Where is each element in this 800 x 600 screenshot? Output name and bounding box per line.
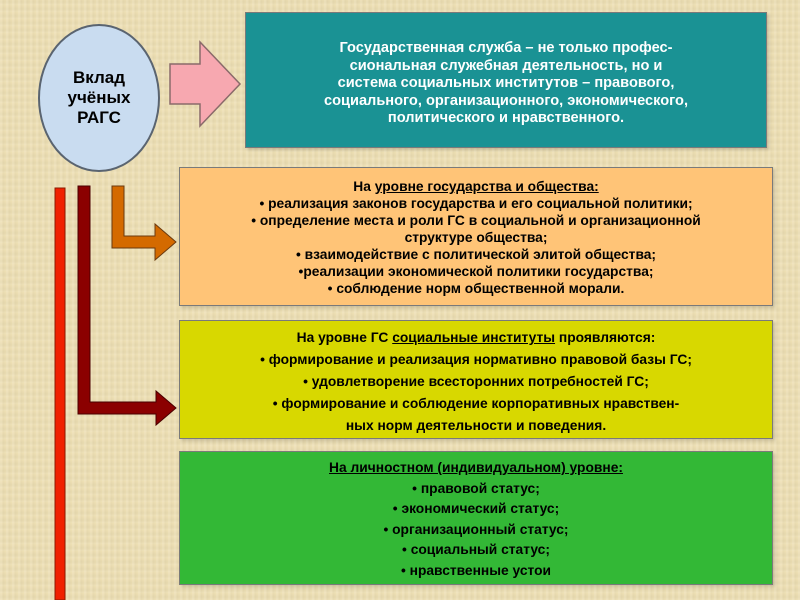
oval-line: учёных bbox=[67, 88, 131, 107]
list-item: • правовой статус; bbox=[412, 480, 540, 496]
list-item: • нравственные устои bbox=[400, 562, 552, 578]
list-item: ных норм деятельности и поведения. bbox=[345, 418, 607, 433]
personal-level-box bbox=[179, 451, 773, 585]
arrow-to-state-box bbox=[112, 186, 176, 260]
arrow-to-main-box bbox=[170, 42, 240, 126]
list-item: • удовлетворение всесторонних потребностей ГС; bbox=[303, 374, 649, 389]
red-bar bbox=[55, 188, 65, 600]
arrow-to-institutions-box bbox=[78, 186, 176, 425]
personal-level-heading: На личностном (индивидуальном) уровне: bbox=[329, 460, 623, 475]
list-item: •реализации экономической политики государства; bbox=[298, 264, 654, 279]
list-item: • реализация законов государства и его социальной политики; bbox=[259, 196, 693, 211]
list-item: • взаимодействие с политической элитой общества; bbox=[295, 247, 657, 262]
civil-service-definition-box bbox=[245, 12, 767, 148]
institutions-level-heading: На уровне ГС социальные институты проявляются: bbox=[296, 330, 656, 345]
list-item: • экономический статус; bbox=[392, 501, 560, 516]
list-item: • формирование и реализация нормативно правовой базы ГС; bbox=[260, 352, 692, 367]
ranepa-contribution-oval bbox=[38, 24, 160, 172]
oval-line: РАГС bbox=[77, 108, 121, 127]
definition-line: Государственная служба – не только профес- bbox=[339, 40, 673, 56]
definition-line: социального, организационного, экономического, bbox=[323, 92, 689, 109]
definition-line: политического и нравственного. bbox=[387, 110, 625, 127]
social-institutions-level-box bbox=[179, 320, 773, 439]
state-level-heading: На уровне государства и общества: bbox=[353, 179, 599, 194]
list-item: • формирование и соблюдение корпоративных нравствен- bbox=[272, 396, 680, 411]
state-society-level-box bbox=[179, 167, 773, 306]
oval-line: Вклад bbox=[72, 68, 126, 87]
definition-line: сиональная служебная деятельность, но и bbox=[349, 57, 663, 74]
list-item: • организационный статус; bbox=[383, 521, 569, 537]
list-item: • определение места и роли ГС в социальной и организационной bbox=[251, 213, 701, 228]
list-item: структуре общества; bbox=[404, 230, 548, 245]
definition-line: система социальных институтов – правового, bbox=[337, 75, 675, 92]
list-item: • социальный статус; bbox=[402, 542, 550, 557]
list-item: • соблюдение норм общественной морали. bbox=[327, 281, 625, 296]
